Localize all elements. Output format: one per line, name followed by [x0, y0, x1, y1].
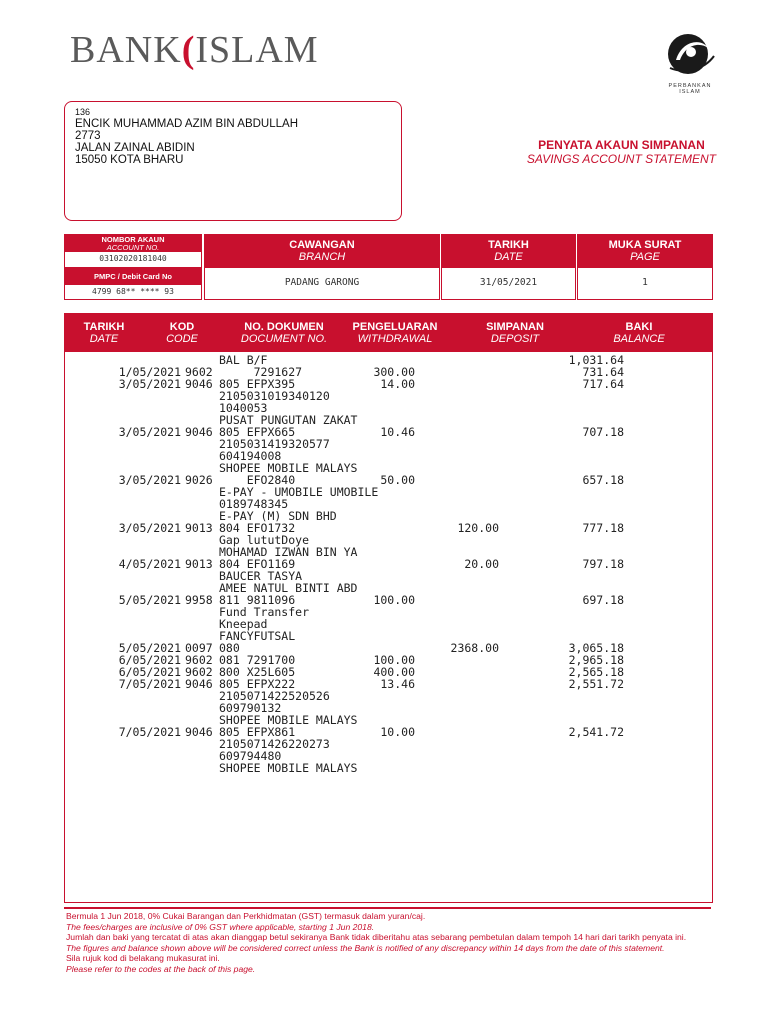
- emblem-icon: [660, 30, 720, 78]
- crescent-mark: (: [181, 29, 196, 71]
- cell-date: 6/05/2021: [118, 665, 181, 679]
- cell-doc: 1040053: [219, 401, 268, 415]
- cell-code: 9046: [185, 377, 213, 391]
- cell-doc: 609794480: [219, 749, 282, 763]
- statement-date: 31/05/2021: [479, 277, 538, 288]
- cell-date: 5/05/2021: [118, 593, 181, 607]
- cell-deposit: 120.00: [457, 521, 499, 535]
- col-withdrawal: [345, 321, 445, 345]
- cell-date: 3/05/2021: [118, 521, 181, 535]
- discrepancy-note-malay: Jumlah dan baki yang tercatat di atas akan dianggap betul sekiranya Bank tidak diberitahu atas sebarang pembetulan dalam tempoh 14 hari dari tarikh penyata ini.: [66, 932, 687, 942]
- cell-doc: PUSAT PUNGUTAN ZAKAT: [219, 413, 358, 427]
- cell-doc: EFO2840: [219, 473, 296, 487]
- cell-code: 9046: [185, 725, 213, 739]
- cell-date: 3/05/2021: [118, 473, 181, 487]
- cell-date: 6/05/2021: [118, 653, 181, 667]
- col-withdrawal-english: WITHDRAWAL: [357, 333, 433, 345]
- cell-doc: MOHAMAD IZWAN BIN YA: [219, 545, 358, 559]
- bank-name-left: BANK: [70, 29, 182, 71]
- card-number-box: [64, 268, 202, 300]
- cell-doc: SHOPEE MOBILE MALAYS: [219, 713, 358, 727]
- footer-divider: [64, 907, 711, 909]
- cell-doc: 804 EFO1169: [219, 557, 296, 571]
- page-number: 1: [642, 277, 648, 288]
- cell-doc: 804 EFO1732: [219, 521, 296, 535]
- cell-date: 1/05/2021: [118, 365, 181, 379]
- statement-title-malay: PENYATA AKAUN SIMPANAN: [538, 138, 705, 152]
- cell-date: 7/05/2021: [118, 725, 181, 739]
- card-label: PMPC / Debit Card No: [94, 272, 172, 281]
- date-label-malay: TARIKH: [488, 239, 529, 251]
- col-code: [157, 321, 207, 345]
- account-label-english: ACCOUNT NO.: [106, 243, 160, 252]
- cell-doc: 811 9811096: [219, 593, 296, 607]
- cell-doc: SHOPEE MOBILE MALAYS: [219, 761, 358, 775]
- cell-balance: 657.18: [582, 473, 624, 487]
- cell-withdrawal: 300.00: [373, 365, 415, 379]
- col-balance-malay: BAKI: [625, 321, 653, 333]
- cell-code: 9602: [185, 365, 213, 379]
- cell-doc: 2105071426220273: [219, 737, 330, 751]
- cell-doc: 805 EFPX395: [219, 377, 296, 391]
- cell-doc: 800 X25L605: [219, 665, 296, 679]
- cell-date: 3/05/2021: [118, 377, 181, 391]
- cell-doc: AMEE NATUL BINTI ABD: [219, 581, 358, 595]
- cell-doc: 609790132: [219, 701, 282, 715]
- cell-withdrawal: 13.46: [380, 677, 415, 691]
- cell-code: 9958: [185, 593, 213, 607]
- branch-label-english: BRANCH: [298, 251, 346, 263]
- cell-doc: 7291627: [219, 365, 303, 379]
- cell-doc: E-PAY - UMOBILE UMOBILE: [219, 485, 379, 499]
- branch-value: PADANG GARONG: [284, 277, 360, 288]
- cell-balance: 797.18: [582, 557, 624, 571]
- page-label-malay: MUKA SURAT: [608, 239, 682, 251]
- cell-withdrawal: 100.00: [373, 593, 415, 607]
- customer-address: [75, 106, 298, 166]
- cell-balance: 3,065.18: [568, 641, 624, 655]
- cell-balance: 2,551.72: [568, 677, 624, 691]
- address-line-2: JALAN ZAINAL ABIDIN: [75, 142, 195, 154]
- cell-balance: 707.18: [582, 425, 624, 439]
- cell-deposit: 20.00: [464, 557, 499, 571]
- statement-title: [527, 138, 716, 166]
- cell-withdrawal: 10.00: [380, 725, 415, 739]
- date-box: [441, 234, 576, 300]
- customer-name: ENCIK MUHAMMAD AZIM BIN ABDULLAH: [75, 118, 299, 130]
- cell-doc: BAL B/F: [219, 353, 268, 367]
- table-header: [65, 314, 712, 352]
- card-number: 4799 68** **** 93: [92, 287, 174, 296]
- page-label-english: PAGE: [630, 251, 660, 263]
- cell-doc: Kneepad: [219, 617, 268, 631]
- cell-doc: 2105031419320577: [219, 437, 330, 451]
- emblem-caption: PERBANKAN ISLAM: [668, 83, 712, 95]
- cell-doc: 0189748345: [219, 497, 289, 511]
- col-document: [227, 321, 341, 345]
- cell-doc: E-PAY (M) SDN BHD: [219, 509, 337, 523]
- cell-balance: 2,565.18: [568, 665, 624, 679]
- cell-balance: 2,965.18: [568, 653, 624, 667]
- cell-code: 0097: [185, 641, 213, 655]
- account-number: 03102020181040: [99, 254, 167, 263]
- statement-title-english: SAVINGS ACCOUNT STATEMENT: [526, 152, 716, 166]
- bank-name-right: ISLAM: [195, 29, 319, 71]
- cell-withdrawal: 10.46: [380, 425, 415, 439]
- cell-balance: 2,541.72: [568, 725, 624, 739]
- cell-withdrawal: 14.00: [380, 377, 415, 391]
- cell-withdrawal: 100.00: [373, 653, 415, 667]
- cell-withdrawal: 400.00: [373, 665, 415, 679]
- branch-label-malay: CAWANGAN: [289, 239, 355, 251]
- cell-date: 3/05/2021: [118, 425, 181, 439]
- cell-deposit: 2368.00: [450, 641, 499, 655]
- cell-date: 5/05/2021: [118, 641, 181, 655]
- cell-balance: 1,031.64: [568, 353, 624, 367]
- cell-doc: BAUCER TASYA: [219, 569, 303, 583]
- cell-doc: FANCYFUTSAL: [219, 629, 296, 643]
- cell-withdrawal: 50.00: [380, 473, 415, 487]
- cell-doc: 604194008: [219, 449, 282, 463]
- cell-balance: 717.64: [582, 377, 624, 391]
- address-line-3: 15050 KOTA BHARU: [75, 154, 184, 166]
- cell-doc: 080: [219, 641, 240, 655]
- address-line-1: 2773: [75, 130, 101, 142]
- cell-doc: SHOPEE MOBILE MALAYS: [219, 461, 358, 475]
- col-balance: [589, 321, 689, 345]
- cell-balance: 777.18: [582, 521, 624, 535]
- codes-note-malay: Sila rujuk kod di belakang mukasurat ini.: [66, 953, 220, 963]
- account-label-malay: NOMBOR AKAUN: [101, 235, 165, 244]
- address-code: 136: [75, 107, 91, 117]
- cell-balance: 697.18: [582, 593, 624, 607]
- footer-notes: [66, 911, 716, 974]
- codes-note-english: Please refer to the codes at the back of this page.: [66, 963, 256, 974]
- gst-note-english: The fees/charges are inclusive of 0% GST where applicable, starting 1 Jun 2018.: [66, 921, 375, 932]
- cell-code: 9602: [185, 665, 213, 679]
- discrepancy-note-english: The figures and balance shown above will be considered correct unless the Bank is notified of any discrepancy within 14 days from the date of this statement.: [66, 942, 665, 953]
- cell-doc: 2105031019340120: [219, 389, 330, 403]
- cell-date: 4/05/2021: [118, 557, 181, 571]
- col-balance-english: BALANCE: [613, 333, 665, 345]
- cell-doc: 2105071422520526: [219, 689, 330, 703]
- account-number-box: [64, 234, 202, 268]
- gst-note-malay: Bermula 1 Jun 2018, 0% Cukai Barangan dan Perkhidmatan (GST) termasuk dalam yuran/caj.: [66, 911, 426, 921]
- cell-doc: 805 EFPX665: [219, 425, 296, 439]
- cell-doc: Gap lututDoye: [219, 533, 310, 547]
- col-deposit-english: DEPOSIT: [490, 333, 540, 345]
- branch-box: [204, 234, 440, 300]
- col-date-english: DATE: [89, 333, 119, 345]
- cell-doc: Fund Transfer: [219, 605, 310, 619]
- col-document-english: DOCUMENT NO.: [240, 333, 328, 345]
- cell-doc: 805 EFPX222: [219, 677, 296, 691]
- date-label-english: DATE: [494, 251, 523, 263]
- col-deposit-malay: SIMPANAN: [486, 321, 544, 333]
- cell-code: 9026: [185, 473, 213, 487]
- cell-doc: 081 7291700: [219, 653, 296, 667]
- cell-code: 9602: [185, 653, 213, 667]
- cell-doc: 805 EFPX861: [219, 725, 296, 739]
- perbankan-islam-emblem: [660, 30, 720, 94]
- col-date-malay: TARIKH: [83, 321, 125, 333]
- col-code-malay: KOD: [169, 321, 195, 333]
- bank-logo: [70, 28, 319, 72]
- page-box: [577, 234, 713, 300]
- cell-code: 9046: [185, 677, 213, 691]
- col-document-malay: NO. DOKUMEN: [244, 321, 324, 333]
- cell-balance: 731.64: [582, 365, 624, 379]
- cell-date: 7/05/2021: [118, 677, 181, 691]
- col-withdrawal-malay: PENGELUARAN: [352, 321, 438, 333]
- cell-code: 9046: [185, 425, 213, 439]
- cell-code: 9013: [185, 521, 213, 535]
- col-date: [79, 321, 129, 345]
- col-deposit: [465, 321, 565, 345]
- cell-code: 9013: [185, 557, 213, 571]
- col-code-english: CODE: [166, 333, 198, 345]
